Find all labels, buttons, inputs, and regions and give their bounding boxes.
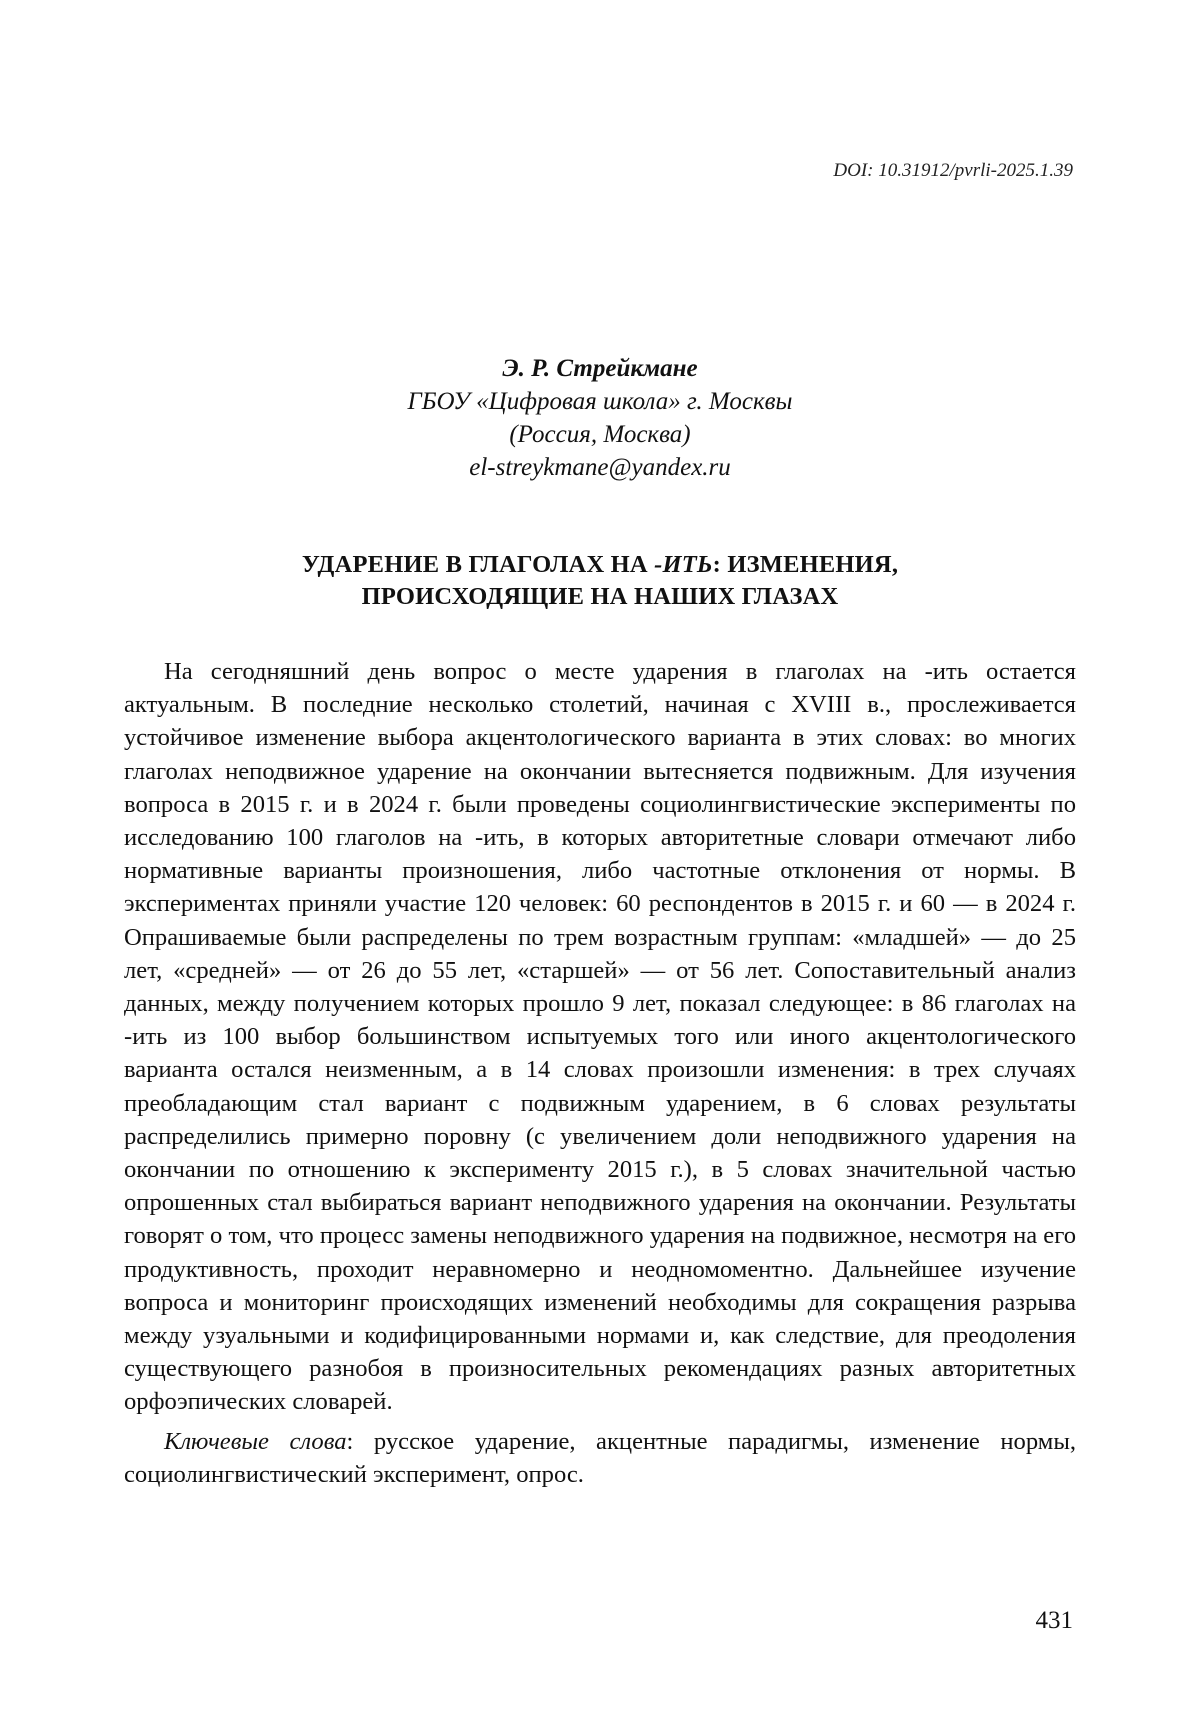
title-line-1-part-1: УДАРЕНИЕ В ГЛАГОЛАХ НА bbox=[301, 551, 655, 578]
title-line-2: ПРОИСХОДЯЩИЕ НА НАШИХ ГЛАЗАХ bbox=[361, 583, 839, 610]
title-suffix: -ИТЬ bbox=[654, 551, 713, 578]
keywords-label: Ключевые слова bbox=[164, 1427, 347, 1455]
article-title bbox=[0, 549, 1200, 613]
doi-label: DOI: 10.31912/pvrli-2025.1.39 bbox=[833, 160, 1073, 181]
author-email: el-streykmane@yandex.ru bbox=[469, 454, 731, 481]
abstract-paragraph: На сегодняшний день вопрос о месте ударения в глаголах на -ить остается актуальным. В последние несколько столетий, начиная с XVIII в., прослеживается устойчивое изменение выбора акцентологического варианта в этих словах: во многих глаголах неподвижное ударение на окончании вытесняется подвижным. Для изучения вопроса в 2015 г. и в 2024 г. были проведены социолингвистические эксперименты по исследованию 100 глаголов на -ить, в которых авторитетные словари отмечают либо нормативные варианты произношения, либо частотные отклонения от нормы. В экспериментах приняли участие 120 человек: 60 респондентов в 2015 г. и 60 — в 2024 г. Опрашиваемые были распределены по трем возрастным группам: «младшей» — до 25 лет, «средней» — от 26 до 55 лет, «старшей» — от 56 лет. Сопоставительный анализ данных, между получением которых прошло 9 лет, показал следующее: в 86 глаголах на -ить из 100 выбор большинством испытуемых того или иного акцентологического варианта остался неизменным, а в 14 словах произошли изменения: в трех случаях преобладающим стал вариант с подвижным ударением, в 6 словах результаты распределились примерно поровну (с увеличением доли неподвижного ударения на окончании по отношению к эксперименту 2015 г.), в 5 словах значительной частью опрошенных стал выбираться вариант неподвижного ударения на окончании. Результаты говорят о том, что процесс замены неподвижного ударения на подвижное, несмотря на его продуктивность, проходит неравномерно и неодномоментно. Дальнейшее изучение вопроса и мониторинг происходящих изменений необходимы для сокращения разрыва между узуальными и кодифицированными нормами и, как следствие, для преодоления существующего разнобоя в произносительных рекомендациях разных авторитетных орфоэпических словарей. bbox=[124, 658, 1076, 1416]
author-location: (Россия, Москва) bbox=[509, 421, 691, 448]
title-line-1-part-2: : ИЗМЕНЕНИЯ, bbox=[712, 551, 899, 578]
author-affiliation: ГБОУ «Цифровая школа» г. Москвы bbox=[407, 388, 793, 415]
author-block bbox=[0, 352, 1200, 484]
author-name: Э. Р. Стрейкмане bbox=[502, 355, 698, 382]
page-number: 431 bbox=[1035, 1607, 1073, 1634]
keywords-paragraph bbox=[124, 1425, 1076, 1491]
keywords-text: : русское ударение, акцентные парадигмы, изменение нормы, социолингвистический эксперимент, опрос. bbox=[124, 1427, 1076, 1488]
abstract-body bbox=[124, 655, 1076, 1491]
title-line-1 bbox=[0, 549, 1200, 581]
